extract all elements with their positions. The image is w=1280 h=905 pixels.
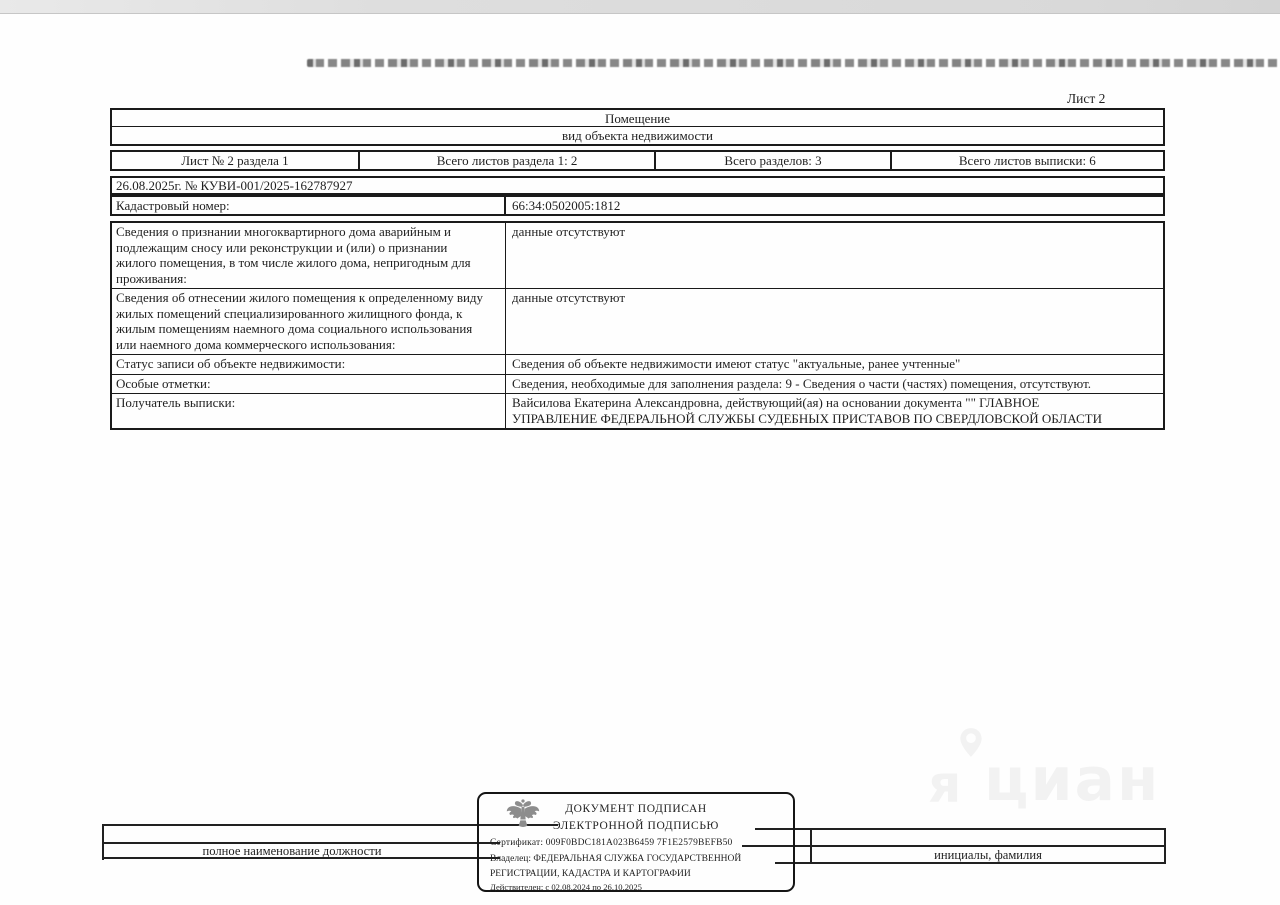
stamp-validity: Действителен: с 02.08.2024 по 26.10.2025 [490,882,642,892]
signature-position-caption: полное наименование должности [202,844,382,858]
cadastral-label: Кадастровый номер: [112,197,506,214]
cian-watermark [928,727,1188,827]
row-label: Сведения о признании многоквартирного дома аварийным и подлежащим сносу или реконструкции и (или) о признании жилого помещения, в том числе жилого дома, непригодным для проживания: [112,223,506,288]
meta-cell-sections: Всего разделов: 3 [654,152,889,169]
stamp-owner: Владелец: ФЕДЕРАЛЬНАЯ СЛУЖБА ГОСУДАРСТВЕННОЙ РЕГИСТРАЦИИ, КАДАСТРА И КАРТОГРАФИИ [490,854,742,879]
stamp-title-line1: ДОКУМЕНТ ПОДПИСАН [565,803,707,815]
stamp-certificate: Сертификат: 009F0BDC181A023B6459 7F1E2579BEFB50 [490,838,733,848]
signature-line [742,845,1166,847]
meta-cell-total-sheets: Всего листов выписки: 6 [890,152,1163,169]
row-label: Статус записи об объекте недвижимости: [112,355,506,374]
object-type-table [110,108,1165,146]
table-row [112,288,1163,354]
stamp-title-line2: ЭЛЕКТРОННОЙ ПОДПИСЬЮ [553,820,719,832]
row-label: Получатель выписки: [112,394,506,428]
meta-cell-section-sheets: Всего листов раздела 1: 2 [358,152,654,169]
cadastral-number-row [110,195,1165,216]
row-label: Особые отметки: [112,375,506,394]
details-table [110,221,1165,430]
row-value: Сведения об объекте недвижимости имеют статус "актуальные, ранее учтенные" [512,356,961,371]
row-value: Вайсилова Екатерина Александровна, действующий(ая) на основании документа "" ГЛАВНОЕ УПРАВЛЕНИЕ ФЕДЕРАЛЬНОЙ СЛУЖБЫ СУДЕБНЫХ ПРИСТАВОВ ПО СВЕРДЛОВСКОЙ ОБЛАСТИ [512,395,1102,426]
row-value: Сведения, необходимые для заполнения раздела: 9 - Сведения о части (частях) помещения, отсутствуют. [512,375,1092,391]
extract-date-number: 26.08.2025г. № КУВИ-001/2025-162787927 [110,176,1165,195]
meta-cell-sheet: Лист № 2 раздела 1 [181,153,289,168]
object-type-title: Помещение [112,110,1163,127]
signature-line [755,828,1166,830]
row-label: Сведения об отнесении жилого помещения к определенному виду жилых помещений специализированного жилищного фонда, к жилым помещениям наемного дома социального использования или наемного дома коммерческого использования: [112,289,506,354]
sheet-number-label: Лист 2 [1067,91,1106,106]
table-row [112,393,1163,428]
watermark-text: циан [984,745,1161,815]
table-row [112,374,1163,394]
row-value: данные отсутствуют [512,290,626,305]
location-pin-icon [958,727,984,759]
table-row [112,223,1163,288]
signature-name-caption: инициалы, фамилия [934,848,1042,862]
table-row [112,354,1163,374]
row-value: данные отсутствуют [512,224,626,239]
scan-noise-band [307,59,1280,67]
object-type-subtitle: вид объекта недвижимости [562,128,713,143]
sheet-meta-table [110,150,1165,171]
signature-line [1164,828,1166,864]
scanner-edge-band [0,0,1280,14]
digital-signature-stamp [477,792,795,892]
watermark-logo-glyph: я [928,755,962,815]
cadastral-value: 66:34:0502005:1812 [512,198,621,213]
